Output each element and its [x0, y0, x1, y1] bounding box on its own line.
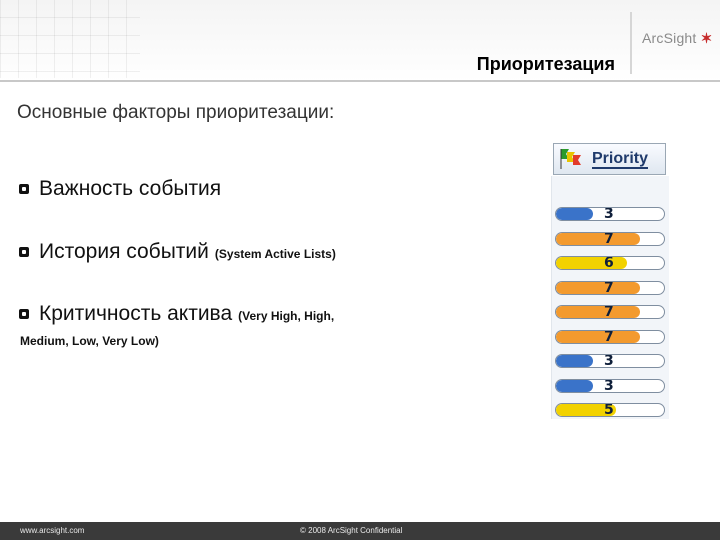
bullet-text: Критичность актива	[39, 302, 233, 325]
priority-row[interactable]	[555, 207, 665, 221]
bullet-text: Важность события	[39, 177, 222, 200]
header-band	[0, 0, 720, 82]
priority-bar-fill	[556, 355, 593, 367]
priority-value: 7	[604, 305, 614, 319]
bullet-note: (Very High, High,	[238, 309, 335, 323]
priority-label: Priority	[592, 150, 649, 167]
bullet-text: История событий	[39, 240, 209, 263]
footer-copyright: © 2008 ArcSight Confidential	[300, 526, 403, 535]
priority-row[interactable]	[555, 354, 665, 368]
slide-title: Приоритезация	[476, 54, 615, 74]
priority-row[interactable]	[555, 281, 665, 295]
bullet-marker-icon	[17, 307, 31, 321]
priority-value: 3	[604, 207, 614, 221]
bullet-item	[17, 240, 336, 264]
bullet-note-continuation: Medium, Low, Very Low)	[20, 334, 159, 348]
arcsight-logo	[642, 30, 713, 47]
priority-row[interactable]	[555, 403, 665, 417]
priority-flags-icon	[559, 147, 589, 171]
priority-value: 6	[604, 256, 614, 270]
priority-bar-fill	[556, 257, 627, 269]
footer-bar	[0, 522, 720, 540]
logo-star-icon: ✶	[700, 30, 713, 46]
priority-row[interactable]	[555, 232, 665, 246]
bullet-item	[17, 177, 221, 201]
title-rule	[0, 80, 720, 82]
priority-row[interactable]	[555, 379, 665, 393]
priority-row[interactable]	[555, 256, 665, 270]
priority-row[interactable]	[555, 305, 665, 319]
priority-bar-fill	[556, 331, 640, 343]
bullet-item	[17, 302, 334, 326]
priority-bar-fill	[556, 233, 640, 245]
section-heading: Основные факторы приоритезации:	[17, 102, 335, 123]
priority-row[interactable]	[555, 330, 665, 344]
priority-value: 7	[604, 329, 614, 344]
priority-value: 7	[604, 231, 614, 246]
logo-text: ArcSight	[642, 30, 697, 46]
logo-divider	[630, 12, 632, 74]
priority-values	[551, 176, 669, 419]
priority-header[interactable]	[553, 143, 666, 175]
grid-decoration	[0, 0, 140, 78]
priority-bar-fill	[556, 306, 640, 318]
priority-value: 5	[604, 403, 614, 417]
bullet-note: (System Active Lists)	[214, 247, 336, 261]
priority-value: 7	[604, 280, 614, 295]
priority-value: 3	[604, 378, 614, 393]
footer-website: www.arcsight.com	[20, 526, 85, 535]
priority-bar-fill	[556, 380, 593, 392]
bullet-marker-icon	[17, 182, 31, 196]
priority-column	[551, 143, 668, 419]
priority-bar-fill	[556, 282, 640, 294]
priority-bar-fill	[556, 208, 593, 220]
bullet-marker-icon	[17, 245, 31, 259]
priority-value: 3	[604, 354, 614, 368]
